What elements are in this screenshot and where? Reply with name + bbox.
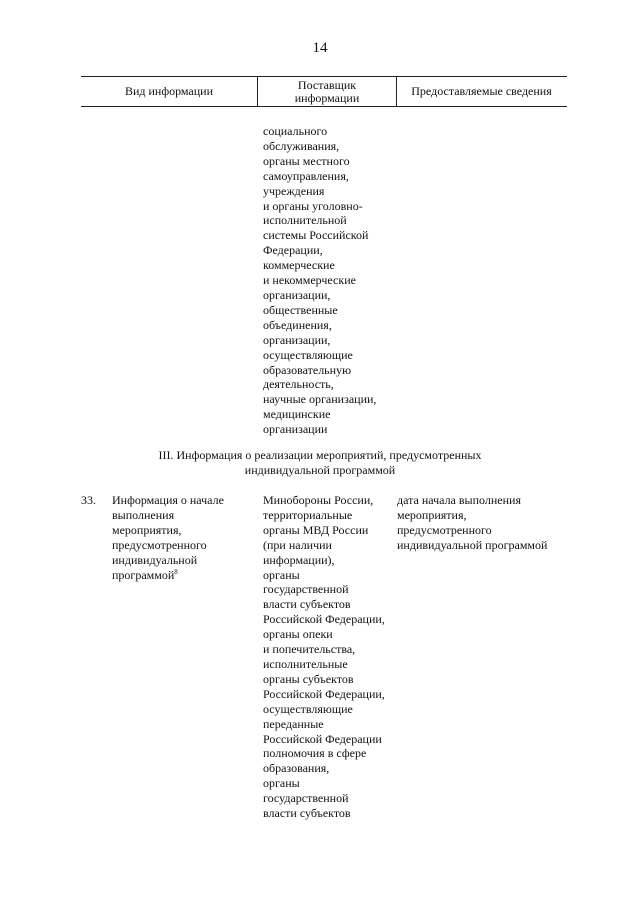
row-info-type: [112, 493, 262, 582]
text-line: организации: [263, 422, 328, 437]
text-line: обслуживания,: [263, 138, 340, 153]
text-line: объединения,: [263, 317, 332, 332]
text-line: (при наличии: [263, 537, 332, 552]
text-line: осуществляющие: [263, 347, 353, 362]
text-line: и органы уголовно-: [263, 198, 363, 213]
row-provider: [263, 493, 403, 821]
text-line: выполнения: [112, 507, 175, 522]
row-details: [397, 493, 567, 553]
text-line: органы субъектов: [263, 671, 354, 686]
text-line: Федерации,: [263, 243, 323, 258]
text-line: мероприятия,: [397, 507, 467, 522]
header-info-type: [81, 77, 257, 106]
text-line: самоуправления,: [263, 168, 349, 183]
text-line: и некоммерческие: [263, 273, 356, 288]
header-provider: [257, 77, 397, 106]
text-line: учреждения: [263, 183, 325, 198]
text-line: предусмотренного: [397, 522, 492, 537]
text-line: мероприятия,: [112, 522, 182, 537]
text-line: общественные: [263, 302, 338, 317]
text-line: коммерческие: [263, 258, 335, 273]
header-details-label: Предоставляемые сведения: [411, 84, 552, 98]
text-line: образования,: [263, 761, 330, 776]
text-line: системы Российской: [263, 228, 369, 243]
text-line: индивидуальной: [112, 552, 198, 567]
provider-continuation: [263, 124, 403, 437]
text-line: власти субъектов: [263, 806, 351, 821]
text-line: органы: [263, 776, 300, 791]
section-title-line: III. Информация о реализации мероприятий, предусмотренных: [158, 448, 482, 462]
text-line: образовательную: [263, 362, 352, 377]
text-line: предусмотренного: [112, 537, 207, 552]
text-line: органы: [263, 567, 300, 582]
text-line: дата начала выполнения: [397, 493, 521, 507]
text-line: государственной: [263, 791, 349, 806]
text-line: информации),: [263, 552, 335, 567]
text-line: организации,: [263, 287, 331, 302]
header-provider-line: Поставщик: [297, 77, 357, 92]
header-details: [396, 77, 567, 106]
text-line: территориальные: [263, 507, 353, 522]
footnote-marker: 8: [174, 567, 178, 576]
text-line: научные организации,: [263, 392, 377, 407]
header-info-type-label: Вид информации: [124, 84, 214, 98]
text-line: полномочия в сфере: [263, 746, 367, 761]
text-line: исполнительной: [263, 213, 347, 228]
text-line-with-footnote: [112, 568, 262, 583]
text-line: индивидуальной программой: [397, 537, 548, 552]
text-line: органы местного: [263, 153, 350, 168]
text-line: Минобороны России,: [263, 493, 374, 507]
header-provider-line: информации: [294, 90, 360, 105]
section-title-line: индивидуальной программой: [244, 463, 396, 477]
text-line: социального: [263, 124, 328, 138]
text-line: Российской Федерации,: [263, 686, 385, 701]
text-line: органы опеки: [263, 627, 333, 642]
page-number: 14: [312, 40, 328, 56]
table-header: [81, 76, 567, 107]
text-line: переданные: [263, 716, 324, 731]
text-line: программой: [112, 567, 175, 582]
text-line: организации,: [263, 332, 331, 347]
text-line: Информация о начале: [112, 493, 224, 507]
text-line: Российской Федерации,: [263, 612, 385, 627]
text-line: государственной: [263, 582, 349, 597]
text-line: медицинские: [263, 407, 331, 422]
row-number: 33.: [81, 493, 96, 507]
text-line: осуществляющие: [263, 701, 353, 716]
text-line: Российской Федерации: [263, 731, 382, 746]
text-line: органы МВД России: [263, 522, 369, 537]
text-line: и попечительства,: [263, 642, 356, 657]
text-line: власти субъектов: [263, 597, 351, 612]
text-line: деятельность,: [263, 377, 334, 392]
text-line: исполнительные: [263, 656, 348, 671]
section-title: [100, 448, 540, 478]
